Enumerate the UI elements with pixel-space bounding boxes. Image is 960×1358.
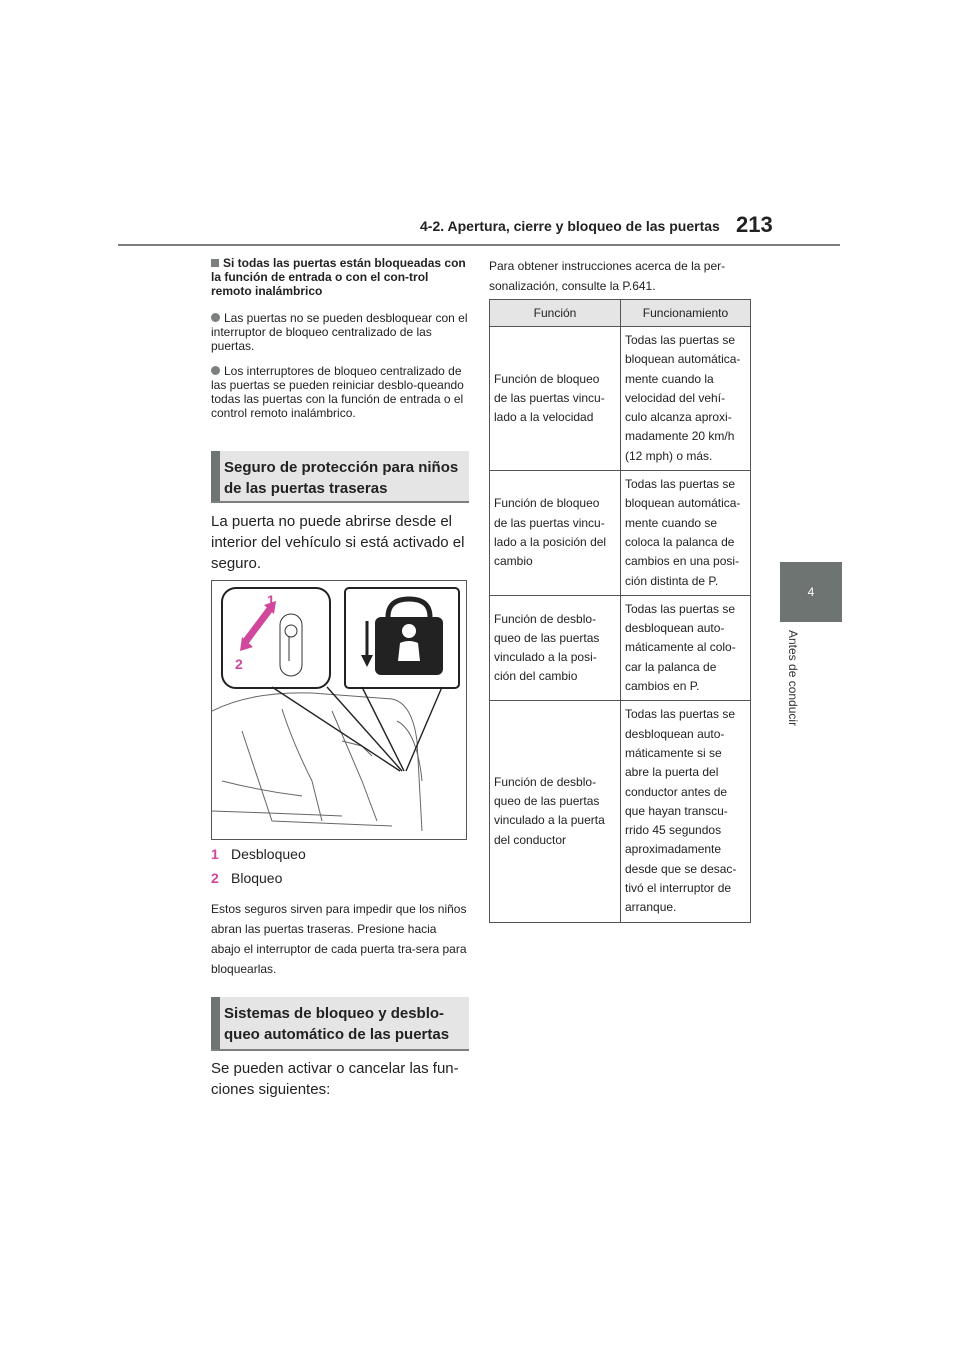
table-cell: Todas las puertas se bloquean automática-mente cuando la velocidad del vehí-culo alcanza aproxi-madamente 20 km/h (12 mph) o más. [621, 327, 751, 471]
note-heading [211, 256, 469, 298]
bullet-text: Las puertas no se pueden desbloquear con el interruptor de bloqueo centralizado de las puertas. [211, 311, 468, 353]
table-cell: Todas las puertas se bloquean automática-mente cuando se coloca la palanca de cambios en una posi-ción distinta de P. [621, 471, 751, 596]
customization-note: Para obtener instrucciones acerca de la per-sonalización, consulte la P.641. [489, 259, 726, 293]
square-bullet-icon [211, 259, 219, 267]
chapter-tab: 4 [780, 562, 842, 622]
legend-item [211, 870, 282, 886]
bullet-item [211, 311, 469, 353]
table-row [490, 595, 751, 700]
section-bar [211, 451, 220, 501]
section-body: Estos seguros sirven para impedir que los niños abran las puertas traseras. Presione hacia abajo el interruptor de cada puerta tra-sera para bloquearlas. [211, 902, 467, 976]
header-divider [118, 244, 840, 246]
column-header: Funcionamiento [621, 300, 751, 327]
note-heading-text: Si todas las puertas están bloqueadas con la función de entrada o con el con-trol remoto inalámbrico [211, 256, 466, 298]
section-heading-text: Sistemas de bloqueo y desblo-queo automático de las puertas [224, 1005, 450, 1043]
table-row [490, 471, 751, 596]
table-cell: Función de bloqueo de las puertas vincu-lado a la posición del cambio [490, 471, 621, 596]
table-cell: Todas las puertas se desbloquean auto-máticamente si se abre la puerta del conductor antes de que hayan transcu-rrido 45 segundos aproximadamente desde que se desac-tivó el interruptor de arranque. [621, 701, 751, 922]
section-bar [211, 997, 220, 1049]
label-2: 2 [235, 656, 243, 672]
child-lock-illustration [211, 580, 467, 840]
bullet-text: Los interruptores de bloqueo centralizado de las puertas se pueden reiniciar desblo-queando todas las puertas con la función de entrada o el control remoto inalámbrico. [211, 364, 464, 420]
table-cell: Función de desblo-queo de las puertas vinculado a la puerta del conductor [490, 701, 621, 922]
label-1: 1 [267, 592, 275, 608]
section-title: 4-2. Apertura, cierre y bloqueo de las puertas [420, 218, 720, 234]
bullet-item [211, 364, 469, 420]
column-header: Función [490, 300, 621, 327]
table-header-row [490, 300, 751, 327]
legend-item [211, 846, 306, 862]
section-intro: Se pueden activar o cancelar las fun-ciones siguientes: [211, 1060, 459, 1098]
table-cell: Función de bloqueo de las puertas vincu-lado a la velocidad [490, 327, 621, 471]
functions-table [489, 299, 751, 923]
section-heading-child-lock [211, 451, 469, 503]
table-row [490, 327, 751, 471]
legend-text: Bloqueo [231, 870, 283, 886]
legend-text: Desbloqueo [231, 846, 306, 862]
car-door-diagram [212, 581, 466, 839]
page-number: 213 [736, 212, 773, 237]
section-heading-auto-lock [211, 997, 469, 1051]
legend-number: 2 [211, 870, 219, 886]
section-intro: La puerta no puede abrirse desde el interior del vehículo si está activado el seguro. [211, 513, 465, 572]
dot-bullet-icon [211, 313, 220, 322]
chapter-label [784, 630, 804, 760]
dot-bullet-icon [211, 366, 220, 375]
section-heading-text: Seguro de protección para niños de las puertas traseras [224, 459, 459, 497]
legend-number: 1 [211, 846, 219, 862]
table-cell: Función de desblo-queo de las puertas vinculado a la posi-ción del cambio [490, 595, 621, 700]
chapter-label-text: Antes de conducir [786, 630, 800, 727]
table-cell: Todas las puertas se desbloquean auto-máticamente al colo-car la palanca de cambios en P. [621, 595, 751, 700]
table-row [490, 701, 751, 922]
